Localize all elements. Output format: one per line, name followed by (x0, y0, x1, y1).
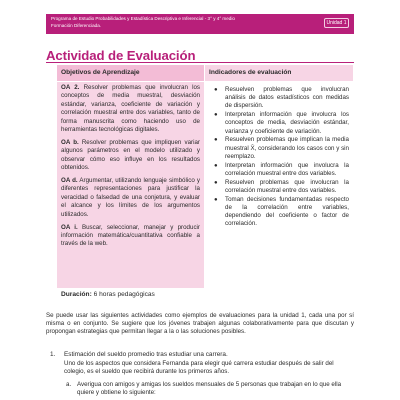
indicator-text: Toman decisiones fundamentadas respecto de la correlación entre variables, dependiendo del coeficiente o factor de correlación. (225, 195, 349, 228)
duration-value: 6 horas pedagógicas (93, 291, 155, 298)
objective-text: Buscar, seleccionar, manejar y producir información matemática/cuantitativa confiable a través de la web. (61, 223, 200, 248)
indicators-list (213, 86, 349, 229)
bullet-icon: ● (214, 196, 218, 203)
indicator-text: Interpretan información que involucra los conceptos de media, desviación estándar, varianza y coeficiente de variación. (225, 111, 349, 135)
objective-code: OA b. (61, 138, 79, 146)
activity-title: Estimación del sueldo promedio tras estudiar una carrera. (64, 351, 228, 358)
indicator-item (213, 86, 349, 111)
objective-code: OA i. (61, 223, 78, 231)
page-title: Actividad de Evaluación (46, 48, 196, 63)
bullet-icon: ● (214, 162, 218, 169)
evaluation-table (57, 65, 353, 288)
indicator-text: Resuelven problemas que involucran análisis de datos estadísticos con medidas de dispersión. (225, 86, 349, 110)
header-program-line: Programa de Estudio Probabilidades y Estadística Descriptiva e Inferencial - 3° y 4° medio (51, 16, 235, 21)
bullet-icon: ● (214, 179, 218, 186)
indicator-item (213, 179, 349, 195)
intro-paragraph: Se puede usar las siguientes actividades como ejemplos de evaluaciones para la unidad 1, cada una por sí misma o en conjunto. Se sugiere que los jóvenes trabajen algunas colaborativamente para que discutan y propongan estrategias que permitan llegar a la o las soluciones posibles. (46, 312, 354, 336)
subitem-text: Averigua con amigos y amigas los sueldos mensuales de 5 personas que trabajan en lo que ella quiere y obtiene lo siguiente: (77, 381, 342, 397)
indicator-text: Resuelven problemas que involucran la correlación muestral entre dos variables. (225, 178, 349, 194)
indicator-text: Interpretan información que involucra la correlación muestral entre dos variables. (225, 161, 349, 177)
objectives-cell (57, 82, 204, 288)
objective-text: Argumentar, utilizando lenguaje simbólico y diferentes representaciones para justificar la veracidad o falsedad de una conjetura, y evaluar el alcance y los límites de los argumentos utilizados. (61, 177, 200, 218)
duration-label: Duración: (61, 291, 92, 298)
objective-code: OA 2. (61, 84, 80, 91)
title-divider (46, 62, 354, 63)
subitem-label: a. (66, 381, 72, 388)
indicator-item (213, 136, 349, 161)
objective-code: OA d. (61, 177, 78, 185)
activity-number: 1. (50, 351, 56, 358)
objectives-column-header: Objetivos de Aprendizaje (57, 65, 204, 81)
objective-text: Resolver problemas que impliquen variar algunos parámetros en el modelo utilizado y observar cómo eso influye en los resultados obtenidos. (61, 138, 200, 172)
objective-item (61, 224, 200, 249)
objective-text: Resolver problemas que involucran los conceptos de media muestral, desviación estándar, varianza, coeficiente de variación y correlación muestral entre dos variables, tanto de forma manuscrita como haciendo uso de herramientas tecnológicas digitales. (61, 84, 200, 134)
duration (61, 291, 155, 298)
unit-badge: Unidad 1 (324, 18, 349, 28)
indicators-cell (205, 82, 353, 288)
indicators-column-header: Indicadores de evaluación (205, 65, 353, 81)
objective-item (61, 84, 200, 134)
indicator-item (213, 196, 349, 229)
document-header (46, 14, 354, 34)
header-text (51, 16, 291, 29)
activity-body: Uno de los aspectos que considera Fernanda para elegir qué carrera estudiar después de salir del colegio, es el sueldo que recibirá durante los primeros años. (64, 360, 334, 376)
indicator-item (213, 111, 349, 136)
bullet-icon: ● (214, 87, 218, 93)
objective-item (61, 139, 200, 173)
bullet-icon: ● (214, 137, 218, 144)
header-formation-line: Formación Diferenciada. (51, 22, 102, 28)
indicator-text: Resuelven problemas que implican la media muestral X̄, considerando los casos con y sin reemplazo. (225, 136, 349, 160)
indicator-item (213, 162, 349, 178)
bullet-icon: ● (214, 112, 218, 119)
objective-item (61, 177, 200, 219)
